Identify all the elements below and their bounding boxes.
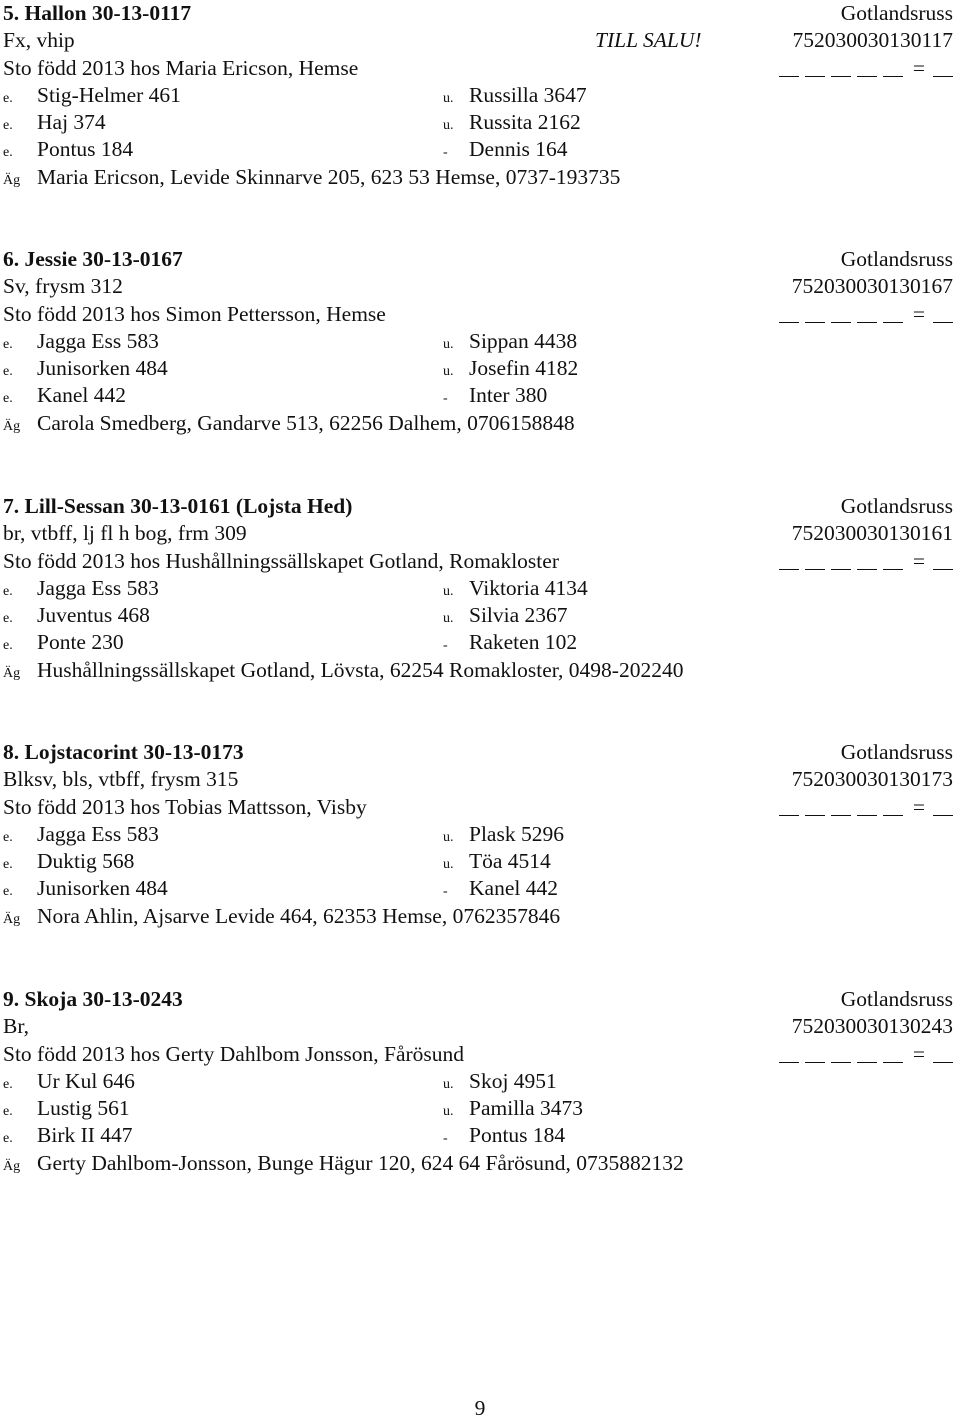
sire-name: Junisorken 484: [37, 876, 168, 901]
score-blank: [805, 799, 825, 816]
horse-name: Hallon 30-13-0117: [24, 1, 192, 25]
horse-id-number: 752030030130243: [791, 1014, 953, 1039]
dam-cell: [443, 328, 577, 358]
sire-name: Birk II 447: [37, 1123, 133, 1148]
horse-id-number: 752030030130117: [792, 28, 953, 53]
score-equals: =: [912, 55, 925, 80]
sire-name: Duktig 568: [37, 849, 135, 874]
dam-mark: u.: [443, 857, 454, 873]
dam-mark: u.: [443, 118, 454, 134]
score-total-blank: [933, 1046, 953, 1063]
entry-desc-row: [3, 27, 953, 54]
score-blank: [857, 1046, 877, 1063]
horse-entry: [3, 739, 953, 930]
pedigree-row: [3, 136, 953, 163]
owner-mark: Äg: [3, 418, 21, 434]
breeder-info: Sto född 2013 hos Maria Ericson, Hemse: [3, 55, 359, 80]
sire-cell: [3, 382, 126, 412]
breeder-info: Sto född 2013 hos Tobias Mattsson, Visby: [3, 794, 367, 819]
dam-name: Sippan 4438: [469, 328, 578, 353]
entry-breeder-row: [3, 301, 953, 328]
sire-cell: [3, 848, 134, 878]
score-blank: [883, 60, 903, 77]
score-blank: [831, 1046, 851, 1063]
sire-name: Jagga Ess 583: [37, 575, 159, 600]
page-number: 9: [474, 1396, 486, 1420]
score-blanks: [773, 1041, 953, 1068]
dam-cell: [443, 848, 551, 878]
entry-number: 6.: [3, 247, 20, 271]
dam-mark: u.: [443, 90, 454, 106]
pedigree-row: [3, 109, 953, 136]
owner-info: Maria Ericson, Levide Skinnarve 205, 623 53 Hemse, 0737-193735: [37, 164, 621, 189]
breeder-info: Sto född 2013 hos Hushållningssällskapet Gotland, Romakloster: [3, 548, 559, 573]
pedigree-row: [3, 355, 953, 382]
dam-cell: [443, 1095, 583, 1125]
sire-mark: e.: [3, 336, 13, 352]
sire-cell: [3, 109, 106, 139]
breed: Gotlandsruss: [840, 494, 953, 518]
score-blank: [883, 1046, 903, 1063]
score-equals: =: [912, 1041, 925, 1066]
sire-name: Ponte 230: [37, 630, 124, 655]
entry-title-row: [3, 739, 953, 766]
sire-cell: [3, 821, 159, 851]
sire-mark: e.: [3, 1131, 13, 1147]
score-total-blank: [933, 60, 953, 77]
dam-cell: [443, 1068, 557, 1098]
horse-name: Lill-Sessan 30-13-0161 (Lojsta Hed): [24, 494, 353, 518]
dam-mark: u.: [443, 1076, 454, 1092]
owner-mark: Äg: [3, 911, 21, 927]
pedigree-row: [3, 848, 953, 875]
breed: Gotlandsruss: [840, 987, 953, 1011]
score-blank: [805, 60, 825, 77]
owner-row: [3, 1150, 953, 1177]
dam-mark: u.: [443, 583, 454, 599]
sire-cell: [3, 629, 124, 659]
entry-desc-row: [3, 273, 953, 300]
dam-mark: u.: [443, 829, 454, 845]
dam-name: Plask 5296: [469, 821, 564, 846]
score-blank: [805, 306, 825, 323]
owner-row: [3, 164, 953, 191]
breed: Gotlandsruss: [840, 247, 953, 271]
sire-name: Stig-Helmer 461: [37, 82, 181, 107]
score-blank: [857, 60, 877, 77]
entry-title-row: [3, 0, 953, 27]
owner-row: [3, 657, 953, 684]
entry-desc-row: [3, 1013, 953, 1040]
sire-mark: e.: [3, 857, 13, 873]
entry-title: [3, 493, 352, 520]
score-blank: [779, 1046, 799, 1063]
entry-title: [3, 0, 191, 27]
dam-name: Raketen 102: [469, 630, 578, 655]
pedigree-row: [3, 875, 953, 902]
horse-entry: [3, 986, 953, 1177]
horse-name: Lojstacorint 30-13-0173: [24, 740, 244, 764]
sire-name: Junisorken 484: [37, 356, 168, 381]
dam-cell: [443, 109, 581, 139]
score-blank: [779, 60, 799, 77]
breed: Gotlandsruss: [840, 1, 953, 25]
entry-breeder-row: [3, 55, 953, 82]
sire-name: Jagga Ess 583: [37, 328, 159, 353]
sire-name: Lustig 561: [37, 1096, 130, 1121]
sire-cell: [3, 1095, 130, 1125]
sire-mark: e.: [3, 884, 13, 900]
pedigree-row: [3, 382, 953, 409]
dam-cell: [443, 875, 558, 905]
score-blanks: [773, 301, 953, 328]
score-equals: =: [912, 301, 925, 326]
owner-mark: Äg: [3, 172, 21, 188]
entry-title: [3, 739, 244, 766]
horse-name: Jessie 30-13-0167: [24, 247, 183, 271]
horse-description: Sv, frysm 312: [3, 274, 123, 299]
dam-name: Pontus 184: [469, 1123, 566, 1148]
entry-desc-row: [3, 766, 953, 793]
sire-mark: e.: [3, 638, 13, 654]
owner-cell: [3, 164, 620, 194]
sire-cell: [3, 82, 181, 112]
dam-mark: u.: [443, 364, 454, 380]
score-blank: [857, 306, 877, 323]
score-total-blank: [933, 553, 953, 570]
score-blank: [779, 553, 799, 570]
sire-cell: [3, 602, 150, 632]
sire-cell: [3, 328, 159, 358]
score-blank: [831, 553, 851, 570]
score-blank: [779, 306, 799, 323]
horse-description: Fx, vhip: [3, 28, 75, 53]
dam-name: Inter 380: [469, 383, 548, 408]
sire-mark: e.: [3, 145, 13, 161]
horse-id-number: 752030030130167: [791, 274, 953, 299]
horse-entry: [3, 0, 953, 191]
dam-name: Josefin 4182: [469, 356, 579, 381]
sire-mark: e.: [3, 829, 13, 845]
dam-name: Russilla 3647: [469, 82, 587, 107]
owner-row: [3, 410, 953, 437]
dam-cell: [443, 821, 564, 851]
sire-cell: [3, 1122, 133, 1152]
sire-mark: e.: [3, 611, 13, 627]
entry-desc-row: [3, 520, 953, 547]
dam-mark: -: [443, 145, 448, 161]
pedigree-row: [3, 1122, 953, 1149]
horse-description: Br,: [3, 1014, 30, 1039]
sire-mark: e.: [3, 90, 13, 106]
score-blank: [883, 553, 903, 570]
sire-mark: e.: [3, 583, 13, 599]
sire-name: Jagga Ess 583: [37, 821, 159, 846]
owner-cell: [3, 903, 560, 933]
owner-cell: [3, 1150, 684, 1180]
horse-entry: [3, 493, 953, 684]
owner-info: Gerty Dahlbom-Jonsson, Bunge Hägur 120, 624 64 Fårösund, 0735882132: [37, 1150, 684, 1175]
score-blank: [831, 306, 851, 323]
sire-cell: [3, 136, 133, 166]
breed: Gotlandsruss: [840, 740, 953, 764]
horse-id-number: 752030030130173: [791, 767, 953, 792]
horse-name: Skoja 30-13-0243: [24, 987, 183, 1011]
entry-title: [3, 986, 183, 1013]
entry-number: 9.: [3, 987, 20, 1011]
entry-title: [3, 246, 183, 273]
owner-info: Nora Ahlin, Ajsarve Levide 464, 62353 Hemse, 0762357846: [37, 903, 561, 928]
dam-name: Dennis 164: [469, 137, 568, 162]
entry-breeder-row: [3, 548, 953, 575]
dam-mark: -: [443, 391, 448, 407]
dam-mark: -: [443, 1131, 448, 1147]
owner-row: [3, 903, 953, 930]
pedigree-row: [3, 328, 953, 355]
owner-info: Carola Smedberg, Gandarve 513, 62256 Dalhem, 0706158848: [37, 410, 575, 435]
score-total-blank: [933, 799, 953, 816]
dam-cell: [443, 629, 577, 659]
sire-cell: [3, 575, 159, 605]
owner-info: Hushållningssällskapet Gotland, Lövsta, 62254 Romakloster, 0498-202240: [37, 657, 684, 682]
sire-mark: e.: [3, 118, 13, 134]
dam-name: Pamilla 3473: [469, 1096, 584, 1121]
dam-mark: -: [443, 638, 448, 654]
entry-title-row: [3, 986, 953, 1013]
score-blank: [857, 799, 877, 816]
horse-id-number: 752030030130161: [791, 521, 953, 546]
sire-mark: e.: [3, 1076, 13, 1092]
dam-cell: [443, 602, 568, 632]
horse-description: br, vtbff, lj fl h bog, frm 309: [3, 521, 247, 546]
sire-mark: e.: [3, 1104, 13, 1120]
entry-title-row: [3, 246, 953, 273]
score-blanks: [773, 55, 953, 82]
owner-mark: Äg: [3, 1158, 21, 1174]
score-total-blank: [933, 306, 953, 323]
sire-cell: [3, 875, 168, 905]
score-blank: [831, 60, 851, 77]
dam-name: Russita 2162: [469, 110, 581, 135]
dam-cell: [443, 575, 588, 605]
pedigree-row: [3, 82, 953, 109]
entry-number: 5.: [3, 1, 20, 25]
dam-name: Kanel 442: [469, 876, 558, 901]
dam-name: Töa 4514: [469, 849, 551, 874]
score-equals: =: [912, 794, 925, 819]
score-blank: [883, 306, 903, 323]
score-blank: [779, 799, 799, 816]
pedigree-row: [3, 1068, 953, 1095]
score-blanks: [773, 794, 953, 821]
for-sale-label: TILL SALU!: [595, 28, 702, 53]
entry-title-row: [3, 493, 953, 520]
dam-mark: -: [443, 884, 448, 900]
dam-mark: u.: [443, 1104, 454, 1120]
sire-name: Pontus 184: [37, 137, 134, 162]
pedigree-row: [3, 629, 953, 656]
sire-name: Juventus 468: [37, 603, 150, 628]
pedigree-row: [3, 821, 953, 848]
sire-cell: [3, 355, 168, 385]
score-blank: [805, 1046, 825, 1063]
score-blank: [805, 553, 825, 570]
dam-cell: [443, 382, 547, 412]
sire-name: Haj 374: [37, 110, 106, 135]
dam-mark: u.: [443, 611, 454, 627]
score-blank: [831, 799, 851, 816]
dam-cell: [443, 355, 578, 385]
dam-name: Silvia 2367: [469, 603, 568, 628]
owner-cell: [3, 410, 575, 440]
pedigree-row: [3, 575, 953, 602]
score-blanks: [773, 548, 953, 575]
score-blank: [857, 553, 877, 570]
score-blank: [883, 799, 903, 816]
owner-mark: Äg: [3, 665, 21, 681]
sire-mark: e.: [3, 391, 13, 407]
breeder-info: Sto född 2013 hos Simon Pettersson, Hemse: [3, 301, 386, 326]
owner-cell: [3, 657, 683, 687]
entry-breeder-row: [3, 1041, 953, 1068]
dam-mark: u.: [443, 336, 454, 352]
pedigree-row: [3, 1095, 953, 1122]
sire-name: Kanel 442: [37, 383, 126, 408]
entry-number: 8.: [3, 740, 20, 764]
dam-cell: [443, 136, 568, 166]
sire-name: Ur Kul 646: [37, 1068, 135, 1093]
dam-name: Viktoria 4134: [469, 575, 588, 600]
horse-description: Blksv, bls, vtbff, frysm 315: [3, 767, 239, 792]
dam-name: Skoj 4951: [469, 1068, 557, 1093]
pedigree-row: [3, 602, 953, 629]
dam-cell: [443, 82, 587, 112]
breeder-info: Sto född 2013 hos Gerty Dahlbom Jonsson, Fårösund: [3, 1041, 465, 1066]
score-equals: =: [912, 548, 925, 573]
dam-cell: [443, 1122, 565, 1152]
horse-entry: [3, 246, 953, 437]
sire-mark: e.: [3, 364, 13, 380]
entry-number: 7.: [3, 494, 20, 518]
entry-breeder-row: [3, 794, 953, 821]
sire-cell: [3, 1068, 135, 1098]
